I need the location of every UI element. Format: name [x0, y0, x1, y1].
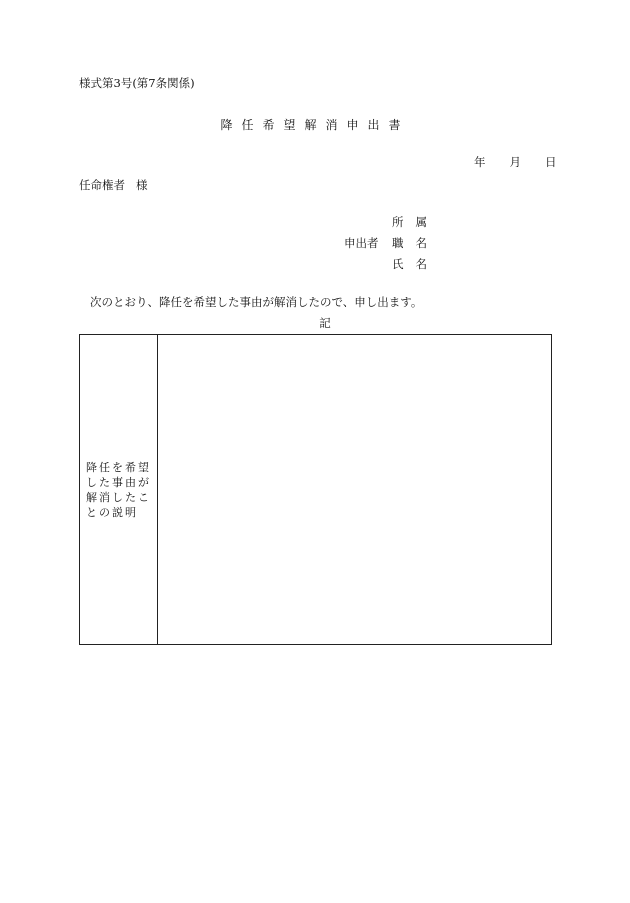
reason-label-line: 解消したこ: [86, 490, 151, 504]
intro-sentence: 次のとおり、降任を希望した事由が解消したので、申し出ます。: [90, 295, 423, 309]
reason-table: [79, 334, 552, 645]
applicant-row-affiliation: [344, 214, 439, 235]
addressee-name: 任命権者: [79, 178, 125, 192]
date-line: [474, 154, 557, 170]
applicant-row-name: [344, 256, 439, 277]
reason-label: [86, 460, 152, 520]
reason-content-cell[interactable]: [158, 335, 551, 644]
addressee: [79, 177, 148, 193]
document-title: 降任希望解消申出書: [220, 118, 410, 132]
form-number: 様式第3号(第7条関係): [79, 76, 195, 90]
name-label: 氏名: [392, 257, 439, 271]
year-label: 年: [474, 155, 486, 169]
position-label: 職名: [392, 236, 439, 250]
reason-label-line: した事由が: [86, 475, 151, 489]
applicant-prefix: 申出者: [344, 236, 379, 250]
reason-label-line: との説明: [86, 505, 138, 519]
applicant-block: [344, 214, 439, 277]
reason-label-line: 降任を希望: [86, 460, 151, 474]
ki-heading: 記: [319, 316, 331, 330]
month-label: 月: [509, 155, 521, 169]
day-label: 日: [545, 155, 557, 169]
reason-label-cell: [80, 335, 158, 644]
addressee-honorific: 様: [136, 178, 148, 192]
affiliation-label: 所属: [392, 215, 439, 229]
applicant-row-position: [344, 235, 439, 256]
